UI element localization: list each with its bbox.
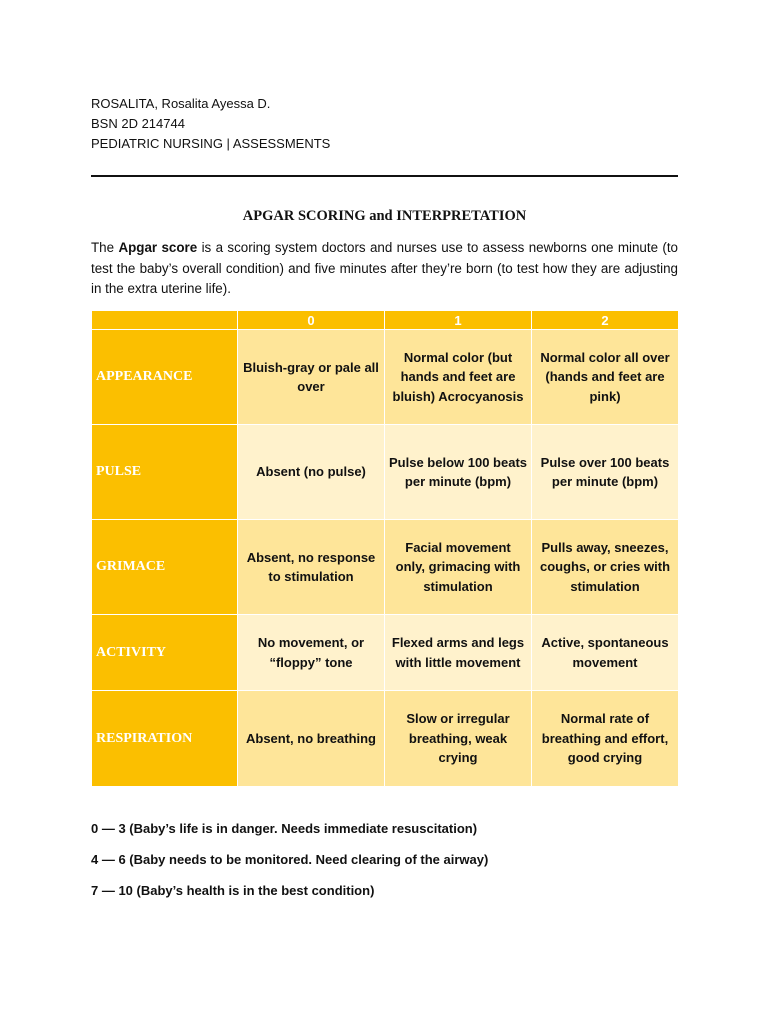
column-header: 2: [532, 311, 679, 330]
table-cell: Facial movement only, grimacing with stimulation: [385, 520, 532, 615]
table-row: [92, 615, 679, 691]
table-cell: Absent, no breathing: [238, 691, 385, 787]
row-label: RESPIRATION: [92, 691, 238, 787]
student-id: BSN 2D 214744: [91, 116, 185, 131]
intro-paragraph: [91, 238, 678, 300]
column-header: [92, 311, 238, 330]
column-header: 0: [238, 311, 385, 330]
course-title: PEDIATRIC NURSING | ASSESSMENTS: [91, 136, 331, 151]
row-label: ACTIVITY: [92, 615, 238, 691]
row-label: GRIMACE: [92, 520, 238, 615]
table-cell: Pulls away, sneezes, coughs, or cries with stimulation: [532, 520, 679, 615]
table-row: [92, 425, 679, 520]
student-header: [91, 94, 330, 154]
table-cell: Active, spontaneous movement: [532, 615, 679, 691]
table-cell: Pulse over 100 beats per minute (bpm): [532, 425, 679, 520]
table-cell: Normal color all over (hands and feet are pink): [532, 330, 679, 425]
table-cell: Normal color (but hands and feet are bluish) Acrocyanosis: [385, 330, 532, 425]
table-header-row: [92, 311, 679, 330]
table-cell: Pulse below 100 beats per minute (bpm): [385, 425, 532, 520]
intro-lead: The: [91, 240, 119, 255]
column-header: 1: [385, 311, 532, 330]
table-cell: No movement, or “floppy” tone: [238, 615, 385, 691]
header-divider: [91, 175, 678, 177]
table-row: [92, 520, 679, 615]
intro-term: Apgar score: [118, 240, 198, 255]
student-name: ROSALITA, Rosalita Ayessa D.: [91, 96, 271, 111]
table-cell: Absent, no response to stimulation: [238, 520, 385, 615]
legend-item: 7 — 10 (Baby’s health is in the best condition): [91, 883, 375, 898]
score-legend: [91, 820, 488, 913]
table-row: [92, 330, 679, 425]
legend-item: 4 — 6 (Baby needs to be monitored. Need clearing of the airway): [91, 852, 489, 867]
table-cell: Bluish-gray or pale all over: [238, 330, 385, 425]
row-label: APPEARANCE: [92, 330, 238, 425]
row-label: PULSE: [92, 425, 238, 520]
intro-rest: is a scoring system doctors and nurses use to assess newborns one minute (to test the baby’s overall condition) and five minutes after they’re born (to test how they are adjusting in the extra uterine life).: [91, 240, 678, 296]
table-cell: Normal rate of breathing and effort, good crying: [532, 691, 679, 787]
legend-item: 0 — 3 (Baby’s life is in danger. Needs immediate resuscitation): [91, 821, 478, 836]
page-title: APGAR SCORING and INTERPRETATION: [242, 208, 527, 224]
table-row: [92, 691, 679, 787]
table-cell: Absent (no pulse): [238, 425, 385, 520]
apgar-table: [91, 310, 679, 787]
table-cell: Slow or irregular breathing, weak crying: [385, 691, 532, 787]
table-cell: Flexed arms and legs with little movement: [385, 615, 532, 691]
